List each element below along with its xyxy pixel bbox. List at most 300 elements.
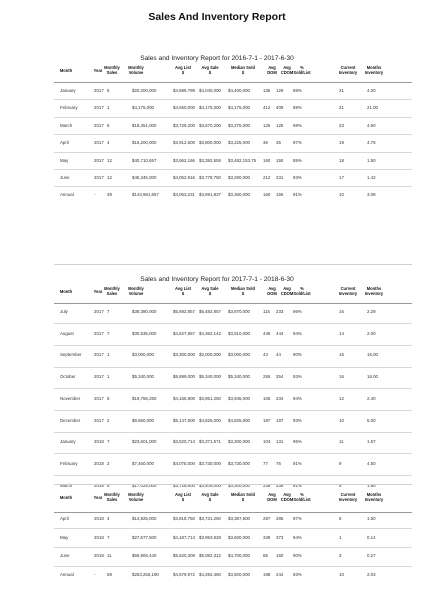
cell-pct-sold-list: 90%: [293, 352, 302, 358]
section-divider: [54, 484, 412, 485]
cell-current-inventory: 12: [339, 395, 344, 401]
cell-avg-dom: 44: [263, 352, 268, 358]
cell-months-inventory: 1.80: [367, 482, 376, 488]
cell-monthly-sales: 5: [107, 482, 110, 488]
cell-month: June: [60, 553, 70, 559]
header-median-sold: Median Sold $: [230, 286, 256, 296]
cell-current-inventory: 19: [339, 140, 344, 146]
header-current-inventory: Current Inventory: [338, 286, 358, 296]
cell-avg-list: $4,165,800: [173, 395, 195, 401]
cell-avg-cdom: 231: [276, 175, 284, 180]
header-avg-sale: Avg Sale $: [201, 492, 219, 502]
cell-avg-list: $4,627,857: [173, 330, 195, 336]
cell-avg-dom: 198: [263, 572, 271, 578]
cell-pct-sold-list: 93%: [293, 572, 302, 578]
cell-month: September: [60, 352, 82, 358]
cell-year: 2017: [94, 175, 104, 180]
cell-monthly-sales: 59: [107, 572, 112, 578]
header-pct-sold-list: % Sold/List: [293, 286, 311, 296]
cell-median-sold: $3,387,500: [228, 516, 250, 521]
cell-monthly-volume: $3,000,000: [132, 352, 154, 358]
row-rule: [54, 528, 412, 529]
cell-year: 2018: [94, 553, 104, 559]
cell-months-inventory: 4.20: [367, 88, 376, 93]
cell-avg-sale: $4,362,142: [199, 330, 221, 336]
cell-monthly-volume: $45,345,000: [132, 175, 157, 180]
header-current-inventory: Current Inventory: [338, 65, 358, 75]
cell-months-inventory: 4.60: [367, 122, 376, 128]
cell-avg-sale: $3,371,571: [199, 439, 221, 445]
cell-median-sold: $3,300,000: [228, 482, 250, 488]
header-avg-list: Avg List $: [175, 492, 191, 502]
header-month: Month: [59, 495, 73, 500]
cell-year: 2017: [94, 140, 104, 146]
cell-monthly-volume: $253,255,190: [132, 572, 159, 578]
row-rule: [54, 475, 412, 476]
cell-median-sold: $3,225,000: [228, 140, 250, 146]
cell-avg-sale: $3,670,200: [199, 122, 221, 128]
cell-monthly-volume: $38,380,000: [132, 309, 157, 314]
cell-current-inventory: 21: [339, 105, 344, 111]
cell-monthly-volume: $27,677,500: [132, 534, 157, 540]
header-median-sold: Median Sold $: [230, 65, 256, 75]
cell-avg-dom: 85: [263, 553, 268, 559]
cell-avg-cdom: 131: [276, 439, 284, 445]
cell-monthly-sales: 12: [107, 175, 112, 180]
cell-avg-dom: 287: [263, 516, 271, 521]
row-rule: [54, 432, 412, 433]
cell-month: March: [60, 482, 73, 488]
cell-current-inventory: 10: [339, 192, 344, 198]
header-year: Year: [93, 68, 103, 73]
cell-monthly-sales: 4: [107, 516, 110, 521]
cell-avg-list: $3,728,600: [173, 482, 195, 488]
cell-months-inventory: 3.08: [367, 192, 376, 198]
cell-avg-dom: 160: [263, 192, 271, 198]
header-pct-sold-list: % Sold/List: [293, 65, 311, 75]
cell-avg-list: $4,589,799: [173, 88, 195, 93]
cell-month: January: [60, 439, 76, 445]
cell-avg-list: $4,187,714: [173, 534, 195, 540]
cell-months-inventory: 2.03: [367, 572, 376, 578]
cell-current-inventory: 3: [339, 553, 342, 559]
cell-median-sold: $3,600,000: [228, 534, 250, 540]
cell-pct-sold-list: 94%: [293, 395, 302, 401]
cell-year: 2017: [94, 88, 104, 93]
cell-avg-dom: 125: [263, 122, 271, 128]
cell-median-sold: $3,276,000: [228, 122, 250, 128]
cell-current-inventory: 15: [339, 352, 344, 358]
cell-month: July: [60, 309, 68, 314]
cell-avg-dom: 212: [263, 175, 271, 180]
report-title: Sales And Inventory Report: [148, 11, 286, 23]
cell-avg-sale: $4,292,460: [199, 572, 221, 578]
header-monthly-sales: Monthly Sales: [104, 286, 120, 296]
cell-monthly-sales: 7: [107, 309, 110, 314]
row-rule: [54, 152, 412, 153]
cell-avg-list: $3,729,200: [173, 122, 195, 128]
cell-avg-list: $5,692,857: [173, 309, 195, 314]
cell-monthly-volume: $14,925,000: [132, 516, 157, 521]
cell-months-inventory: 0.14: [367, 534, 376, 540]
cell-current-inventory: 9: [339, 460, 342, 466]
cell-year: 2018: [94, 534, 104, 540]
cell-monthly-sales: 7: [107, 330, 110, 336]
cell-monthly-volume: $17,025,000: [132, 482, 157, 488]
cell-months-inventory: 4.50: [367, 460, 376, 466]
cell-monthly-sales: 1: [107, 105, 110, 111]
cell-current-inventory: 9: [339, 482, 342, 488]
cell-year: 2018: [94, 516, 104, 521]
header-rule: [54, 82, 412, 83]
header-rule: [54, 512, 412, 513]
header-pct-sold-list: % Sold/List: [293, 492, 311, 502]
cell-month: January: [60, 88, 76, 93]
cell-avg-cdom: 233: [276, 309, 284, 314]
cell-month: February: [60, 460, 78, 466]
cell-avg-sale: $3,691,837: [199, 192, 221, 198]
cell-pct-sold-list: 91%: [293, 192, 302, 198]
cell-monthly-sales: 1: [107, 374, 110, 380]
cell-avg-sale: $5,482,857: [199, 309, 221, 314]
cell-avg-list: $3,962,166: [173, 157, 195, 163]
cell-monthly-volume: $7,460,000: [132, 460, 154, 466]
row-rule: [54, 566, 412, 567]
cell-pct-sold-list: 93%: [293, 374, 302, 380]
header-avg-list: Avg List $: [175, 65, 191, 75]
header-year: Year: [93, 495, 103, 500]
cell-avg-dom: 160: [263, 157, 271, 163]
cell-month: May: [60, 157, 69, 163]
row-rule: [54, 186, 412, 187]
row-rule: [54, 453, 412, 454]
section-divider: [54, 264, 412, 265]
cell-avg-cdom: 125: [276, 122, 284, 128]
cell-avg-list: $3,912,500: [173, 140, 195, 146]
cell-avg-dom: 445: [263, 330, 271, 336]
cell-avg-dom: 239: [263, 482, 271, 488]
cell-avg-cdom: 238: [276, 482, 284, 488]
cell-month: Annual: [60, 572, 74, 578]
cell-avg-cdom: 373: [276, 534, 284, 540]
row-rule: [54, 99, 412, 100]
cell-avg-list: $3,300,000: [173, 352, 195, 358]
cell-month: April: [60, 140, 69, 146]
cell-current-inventory: 16: [339, 374, 344, 380]
section-title: Sales and Inventory Report for 2016-7-1 - 2017-6-30: [140, 55, 294, 62]
row-rule: [54, 547, 412, 548]
cell-avg-list: $4,579,972: [173, 572, 195, 578]
cell-months-inventory: 1.42: [367, 175, 376, 180]
cell-avg-dom: 36: [263, 140, 268, 146]
cell-monthly-volume: $18,351,000: [132, 122, 157, 128]
cell-current-inventory: 6: [339, 516, 342, 521]
cell-monthly-sales: 7: [107, 534, 110, 540]
cell-pct-sold-list: 97%: [293, 516, 302, 521]
cell-current-inventory: 16: [339, 309, 344, 314]
header-avg-cdom: Avg CDOM: [280, 65, 294, 75]
cell-year: 2017: [94, 122, 104, 128]
cell-pct-sold-list: 91%: [293, 460, 302, 466]
header-avg-dom: Avg DOM: [267, 65, 277, 75]
cell-month: August: [60, 330, 74, 336]
cell-current-inventory: 18: [339, 157, 344, 163]
cell-avg-dom: 135: [263, 88, 271, 93]
cell-pct-sold-list: 93%: [293, 175, 302, 180]
cell-avg-cdom: 187: [276, 417, 284, 423]
cell-month: March: [60, 122, 73, 128]
cell-avg-sale: $5,082,312: [199, 553, 221, 559]
cell-avg-sale: $4,175,000: [199, 105, 221, 111]
header-avg-dom: Avg DOM: [267, 286, 277, 296]
cell-avg-dom: 255: [263, 374, 271, 380]
cell-current-inventory: 23: [339, 122, 344, 128]
cell-year: 2018: [94, 460, 104, 466]
cell-year: 2017: [94, 157, 104, 163]
cell-monthly-sales: 7: [107, 439, 110, 445]
cell-avg-cdom: 76: [276, 460, 281, 466]
header-months-inventory: Months Inventory: [364, 65, 384, 75]
cell-monthly-sales: 2: [107, 417, 110, 423]
row-rule: [54, 117, 412, 118]
row-rule: [54, 345, 412, 346]
cell-avg-list: $4,650,000: [173, 105, 195, 111]
cell-months-inventory: 2.40: [367, 395, 376, 401]
cell-avg-cdom: 254: [276, 374, 284, 380]
cell-current-inventory: 21: [339, 88, 344, 93]
cell-month: February: [60, 105, 78, 111]
cell-median-sold: $4,175,000: [228, 105, 250, 111]
cell-pct-sold-list: 98%: [293, 122, 302, 128]
cell-avg-sale: $4,825,000: [199, 417, 221, 423]
cell-avg-cdom: 160: [276, 553, 284, 559]
cell-avg-cdom: 35: [276, 140, 281, 146]
row-rule: [54, 410, 412, 411]
cell-avg-sale: $3,000,000: [199, 352, 221, 358]
header-avg-sale: Avg Sale $: [201, 65, 219, 75]
cell-year: 2017: [94, 395, 104, 401]
cell-monthly-sales: 1: [107, 352, 110, 358]
row-rule: [54, 367, 412, 368]
cell-month: Annual: [60, 192, 74, 198]
cell-pct-sold-list: 95%: [293, 439, 302, 445]
cell-monthly-volume: $20,200,000: [132, 88, 157, 93]
cell-avg-list: $4,052,916: [173, 175, 195, 180]
cell-avg-list: $5,147,500: [173, 417, 195, 423]
cell-median-sold: $4,825,000: [228, 417, 250, 423]
row-rule: [54, 323, 412, 324]
cell-monthly-volume: $19,756,250: [132, 395, 157, 401]
header-monthly-volume: Monthly Volume: [128, 492, 144, 502]
header-median-sold: Median Sold $: [230, 492, 256, 502]
cell-avg-dom: 115: [263, 309, 270, 314]
cell-year: 2017: [94, 352, 104, 358]
cell-avg-cdom: 244: [276, 572, 284, 578]
cell-monthly-volume: $4,175,000: [132, 105, 154, 111]
row-rule: [54, 169, 412, 170]
cell-avg-sale: $3,405,000: [199, 482, 221, 488]
cell-avg-sale: $3,731,250: [199, 516, 221, 521]
cell-month: June: [60, 175, 70, 180]
cell-avg-list: $3,818,750: [173, 516, 195, 521]
cell-avg-list: $5,699,000: [173, 374, 195, 380]
header-month: Month: [59, 289, 73, 294]
cell-avg-sale: $3,800,000: [199, 140, 221, 146]
cell-pct-sold-list: 94%: [293, 534, 302, 540]
cell-avg-sale: $3,392,555: [199, 157, 221, 163]
row-rule: [54, 388, 412, 389]
header-monthly-volume: Monthly Volume: [128, 65, 144, 75]
cell-current-inventory: 10: [339, 417, 344, 423]
cell-months-inventory: 4.75: [367, 140, 376, 146]
cell-monthly-sales: 39: [107, 192, 112, 198]
cell-month: October: [60, 374, 76, 380]
cell-avg-dom: 77: [263, 460, 268, 466]
cell-monthly-sales: 12: [107, 157, 112, 163]
header-months-inventory: Months Inventory: [364, 492, 384, 502]
cell-year: 2017: [94, 309, 104, 314]
cell-year: 2017: [94, 417, 104, 423]
cell-monthly-volume: $30,535,000: [132, 330, 157, 336]
cell-avg-sale: $5,340,000: [199, 374, 221, 380]
cell-monthly-sales: 4: [107, 140, 110, 146]
cell-current-inventory: 17: [339, 175, 344, 180]
cell-months-inventory: 0.27: [367, 553, 376, 559]
cell-median-sold: $3,870,000: [228, 309, 250, 314]
cell-avg-dom: 187: [263, 417, 271, 423]
cell-month: November: [60, 395, 81, 401]
header-month: Month: [59, 68, 73, 73]
cell-months-inventory: 5.00: [367, 417, 376, 423]
cell-current-inventory: 11: [339, 439, 344, 445]
cell-year: -: [94, 192, 96, 198]
header-monthly-volume: Monthly Volume: [128, 286, 144, 296]
cell-pct-sold-list: 93%: [293, 417, 302, 423]
cell-pct-sold-list: 91%: [293, 482, 302, 488]
cell-monthly-volume: $9,650,000: [132, 417, 154, 423]
cell-year: 2018: [94, 439, 104, 445]
cell-monthly-volume: $55,905,440: [132, 553, 157, 559]
cell-pct-sold-list: 94%: [293, 330, 302, 336]
header-avg-sale: Avg Sale $: [201, 286, 219, 296]
row-rule: [54, 134, 412, 135]
cell-months-inventory: 1.50: [367, 157, 376, 163]
cell-median-sold: $3,482,153.75: [228, 157, 257, 163]
cell-avg-list: $4,075,000: [173, 460, 195, 466]
cell-monthly-sales: 5: [107, 88, 110, 93]
cell-avg-cdom: 129: [276, 88, 284, 93]
cell-month: May: [60, 534, 69, 540]
cell-current-inventory: 1: [339, 534, 342, 540]
cell-avg-cdom: 155: [276, 157, 284, 163]
cell-year: 2017: [94, 374, 104, 380]
cell-year: 2017: [94, 330, 104, 336]
cell-avg-sale: $4,040,000: [199, 88, 221, 93]
cell-month: December: [60, 417, 81, 423]
cell-year: -: [94, 572, 96, 578]
cell-median-sold: $4,400,000: [228, 88, 250, 93]
cell-median-sold: $3,000,000: [228, 352, 250, 358]
cell-avg-list: $4,053,231: [173, 192, 195, 198]
cell-current-inventory: 10: [339, 572, 344, 578]
header-current-inventory: Current Inventory: [338, 492, 358, 502]
header-monthly-sales: Monthly Sales: [104, 492, 120, 502]
cell-avg-list: $5,620,309: [173, 553, 195, 559]
cell-avg-sale: $3,778,750: [199, 175, 221, 180]
cell-month: April: [60, 516, 69, 521]
cell-monthly-volume: $40,710,657: [132, 157, 157, 163]
cell-avg-cdom: 44: [276, 352, 281, 358]
cell-avg-cdom: 444: [276, 330, 284, 336]
cell-months-inventory: 1.50: [367, 516, 376, 521]
cell-avg-sale: $3,951,250: [199, 395, 221, 401]
cell-avg-cdom: 234: [276, 395, 284, 401]
cell-year: 2017: [94, 105, 104, 111]
header-year: Year: [93, 289, 103, 294]
cell-median-sold: $3,945,000: [228, 395, 250, 401]
header-avg-cdom: Avg CDOM: [280, 492, 294, 502]
header-monthly-sales: Monthly Sales: [104, 65, 120, 75]
cell-median-sold: $3,290,000: [228, 175, 250, 180]
header-months-inventory: Months Inventory: [364, 286, 384, 296]
cell-months-inventory: 16.00: [367, 374, 378, 380]
cell-avg-dom: 339: [263, 534, 271, 540]
cell-months-inventory: 21.00: [367, 105, 378, 111]
cell-avg-dom: 104: [263, 439, 271, 445]
cell-monthly-volume: $23,601,000: [132, 439, 157, 445]
header-avg-dom: Avg DOM: [267, 492, 277, 502]
cell-pct-sold-list: 88%: [293, 88, 302, 93]
cell-median-sold: $3,300,000: [228, 439, 250, 445]
cell-median-sold: $5,340,000: [228, 374, 250, 380]
cell-months-inventory: 15.00: [367, 352, 378, 358]
header-rule: [54, 303, 412, 304]
cell-avg-cdom: 166: [276, 192, 284, 198]
cell-avg-sale: $3,730,000: [199, 460, 221, 466]
cell-avg-sale: $3,953,928: [199, 534, 221, 540]
header-avg-cdom: Avg CDOM: [280, 286, 294, 296]
cell-pct-sold-list: 89%: [293, 105, 302, 111]
cell-avg-dom: 412: [263, 105, 271, 111]
cell-pct-sold-list: 90%: [293, 553, 302, 559]
cell-monthly-sales: 11: [107, 553, 112, 559]
cell-year: 2018: [94, 482, 104, 488]
cell-monthly-sales: 5: [107, 122, 110, 128]
cell-avg-cdom: 409: [276, 105, 284, 111]
cell-avg-list: $3,520,714: [173, 439, 195, 445]
cell-median-sold: $3,360,000: [228, 192, 250, 198]
cell-months-inventory: 2.29: [367, 309, 376, 314]
cell-median-sold: $3,510,000: [228, 330, 250, 336]
cell-monthly-sales: 5: [107, 395, 110, 401]
header-avg-list: Avg List $: [175, 286, 191, 296]
cell-monthly-volume: $15,200,000: [132, 140, 157, 146]
section-title: Sales and Inventory Report for 2017-7-1 - 2018-6-30: [140, 276, 294, 283]
cell-monthly-volume: $143,981,657: [132, 192, 159, 198]
cell-monthly-volume: $5,340,000: [132, 374, 154, 380]
cell-current-inventory: 14: [339, 330, 344, 336]
cell-avg-cdom: 285: [276, 516, 284, 521]
cell-pct-sold-list: 97%: [293, 140, 302, 146]
cell-avg-dom: 106: [263, 395, 271, 401]
cell-pct-sold-list: 85%: [293, 157, 302, 163]
cell-months-inventory: 2.00: [367, 330, 376, 336]
cell-median-sold: $3,500,000: [228, 572, 250, 578]
cell-pct-sold-list: 96%: [293, 309, 302, 314]
cell-monthly-sales: 2: [107, 460, 110, 466]
cell-median-sold: $3,730,000: [228, 460, 250, 466]
cell-months-inventory: 1.57: [367, 439, 376, 445]
